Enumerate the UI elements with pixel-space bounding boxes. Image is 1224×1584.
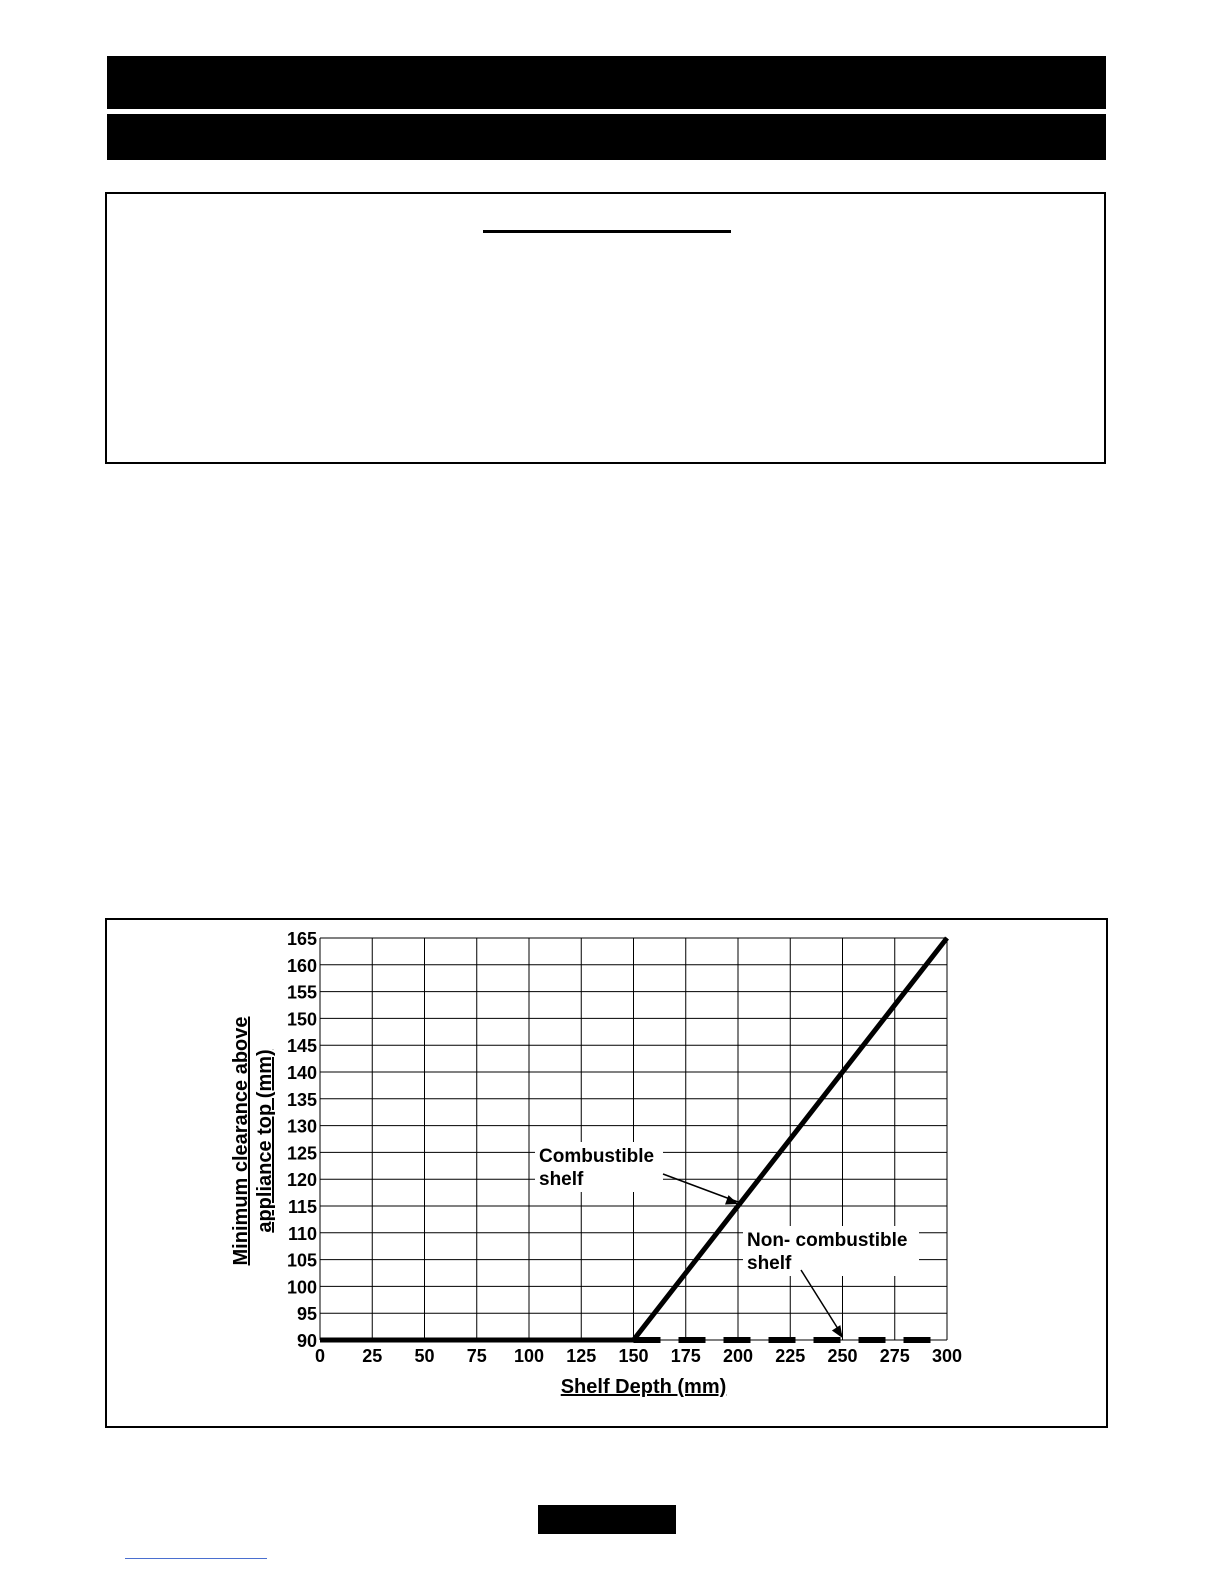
y-tick-label: 130 [286, 1116, 317, 1137]
x-tick-label: 250 [827, 1346, 858, 1366]
y-tick-label: 105 [286, 1250, 317, 1271]
y-tick-label: 125 [286, 1143, 317, 1164]
x-tick-label: 300 [931, 1346, 963, 1366]
x-tick-label: 0 [314, 1346, 326, 1366]
annotation-text: Non- combustible [747, 1230, 908, 1251]
chart-panel [105, 918, 1108, 1428]
y-tick-label: 160 [286, 955, 317, 976]
y-tick-label: 90 [296, 1331, 317, 1351]
subheader-bar [107, 114, 1106, 160]
annotation-arrowhead [725, 1195, 738, 1204]
annotation-text: shelf [747, 1253, 792, 1274]
notice-box [105, 192, 1106, 464]
y-tick-label: 115 [287, 1197, 317, 1217]
x-tick-label: 175 [670, 1346, 701, 1366]
annotation-arrow [663, 1174, 738, 1202]
y-tick-label: 110 [287, 1223, 317, 1244]
x-tick-label: 50 [414, 1346, 435, 1366]
x-tick-label: 200 [722, 1346, 754, 1366]
header-bar [107, 56, 1106, 109]
x-tick-label: 100 [513, 1346, 545, 1366]
x-tick-label: 25 [362, 1346, 383, 1366]
x-tick-label: 125 [566, 1346, 597, 1366]
annotation [743, 1226, 919, 1338]
page-number-bar [538, 1505, 676, 1534]
y-axis-title-line: Minimum clearance above [230, 1016, 252, 1266]
y-tick-label: 140 [286, 1063, 317, 1083]
annotation-text: shelf [539, 1169, 584, 1190]
y-axis-title [230, 1017, 276, 1266]
x-axis-title: Shelf Depth (mm) [560, 1376, 727, 1398]
x-tick-label: 75 [466, 1346, 487, 1366]
y-tick-label: 120 [286, 1170, 317, 1191]
annotation [535, 1142, 738, 1204]
y-tick-label: 100 [286, 1277, 317, 1298]
clearance-chart [107, 920, 1107, 1427]
footer-link-underline[interactable] [125, 1558, 267, 1559]
x-tick-label: 150 [618, 1346, 649, 1366]
notice-title-rule [483, 230, 731, 233]
y-tick-label: 145 [286, 1036, 317, 1057]
y-tick-label: 95 [296, 1304, 317, 1325]
annotation-text: Combustible [539, 1146, 655, 1167]
y-tick-label: 135 [286, 1089, 317, 1110]
x-tick-label: 225 [775, 1346, 806, 1366]
annotation-arrow [801, 1270, 843, 1336]
y-axis-title-line: appliance top (mm) [254, 1049, 276, 1233]
y-tick-label: 165 [286, 929, 317, 949]
y-tick-label: 155 [286, 982, 317, 1003]
x-tick-label: 275 [879, 1346, 910, 1366]
y-tick-label: 150 [286, 1009, 317, 1030]
